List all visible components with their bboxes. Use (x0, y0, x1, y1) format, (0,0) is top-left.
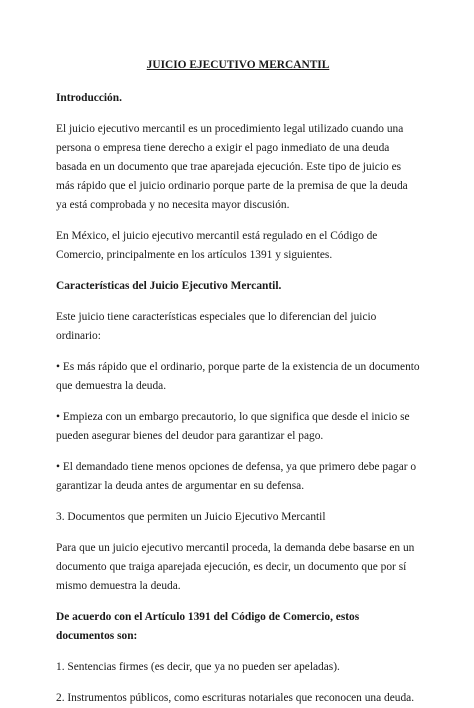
list-item: 2. Instrumentos públicos, como escrituras notariales que reconocen una deuda. (56, 692, 415, 704)
features-intro: Este juicio tiene características especiales que lo diferencian del juicio ordinario: (56, 311, 377, 342)
section-3-paragraph: Para que un juicio ejecutivo mercantil proceda, la demanda debe basarse en un documento que traiga aparejada ejecución, es decir, un documento que por sí mismo demuestra la deuda. (56, 542, 415, 592)
section-3-heading: 3. Documentos que permiten un Juicio Ejecutivo Mercantil (56, 511, 326, 523)
documents-heading: De acuerdo con el Artículo 1391 del Código de Comercio, estos documentos son: (56, 611, 360, 642)
features-heading: Características del Juicio Ejecutivo Mercantil. (56, 280, 282, 292)
intro-heading: Introducción. (56, 92, 122, 104)
bullet-item: • Empieza con un embargo precautorio, lo que significa que desde el inicio se pueden asegurar bienes del deudor para garantizar el pago. (56, 411, 410, 442)
intro-paragraph-1: El juicio ejecutivo mercantil es un procedimiento legal utilizado cuando una persona o empresa tiene derecho a exigir el pago inmediato de una deuda basada en un documento que trae aparejada ejecución. Este tipo de juicio es más rápido que el juicio ordinario porque parte de la premisa de que la deuda ya está comprobada y no necesita mayor discusión. (56, 123, 408, 211)
bullet-item: • Es más rápido que el ordinario, porque parte de la existencia de un documento que demuestra la deuda. (56, 361, 420, 392)
document-title: JUICIO EJECUTIVO MERCANTIL (146, 59, 330, 71)
intro-paragraph-2: En México, el juicio ejecutivo mercantil está regulado en el Código de Comercio, principalmente en los artículos 1391 y siguientes. (56, 230, 378, 261)
bullet-item: • El demandado tiene menos opciones de defensa, ya que primero debe pagar o garantizar la deuda antes de argumentar en su defensa. (56, 461, 417, 492)
list-item: 1. Sentencias firmes (es decir, que ya no pueden ser apeladas). (56, 661, 340, 673)
